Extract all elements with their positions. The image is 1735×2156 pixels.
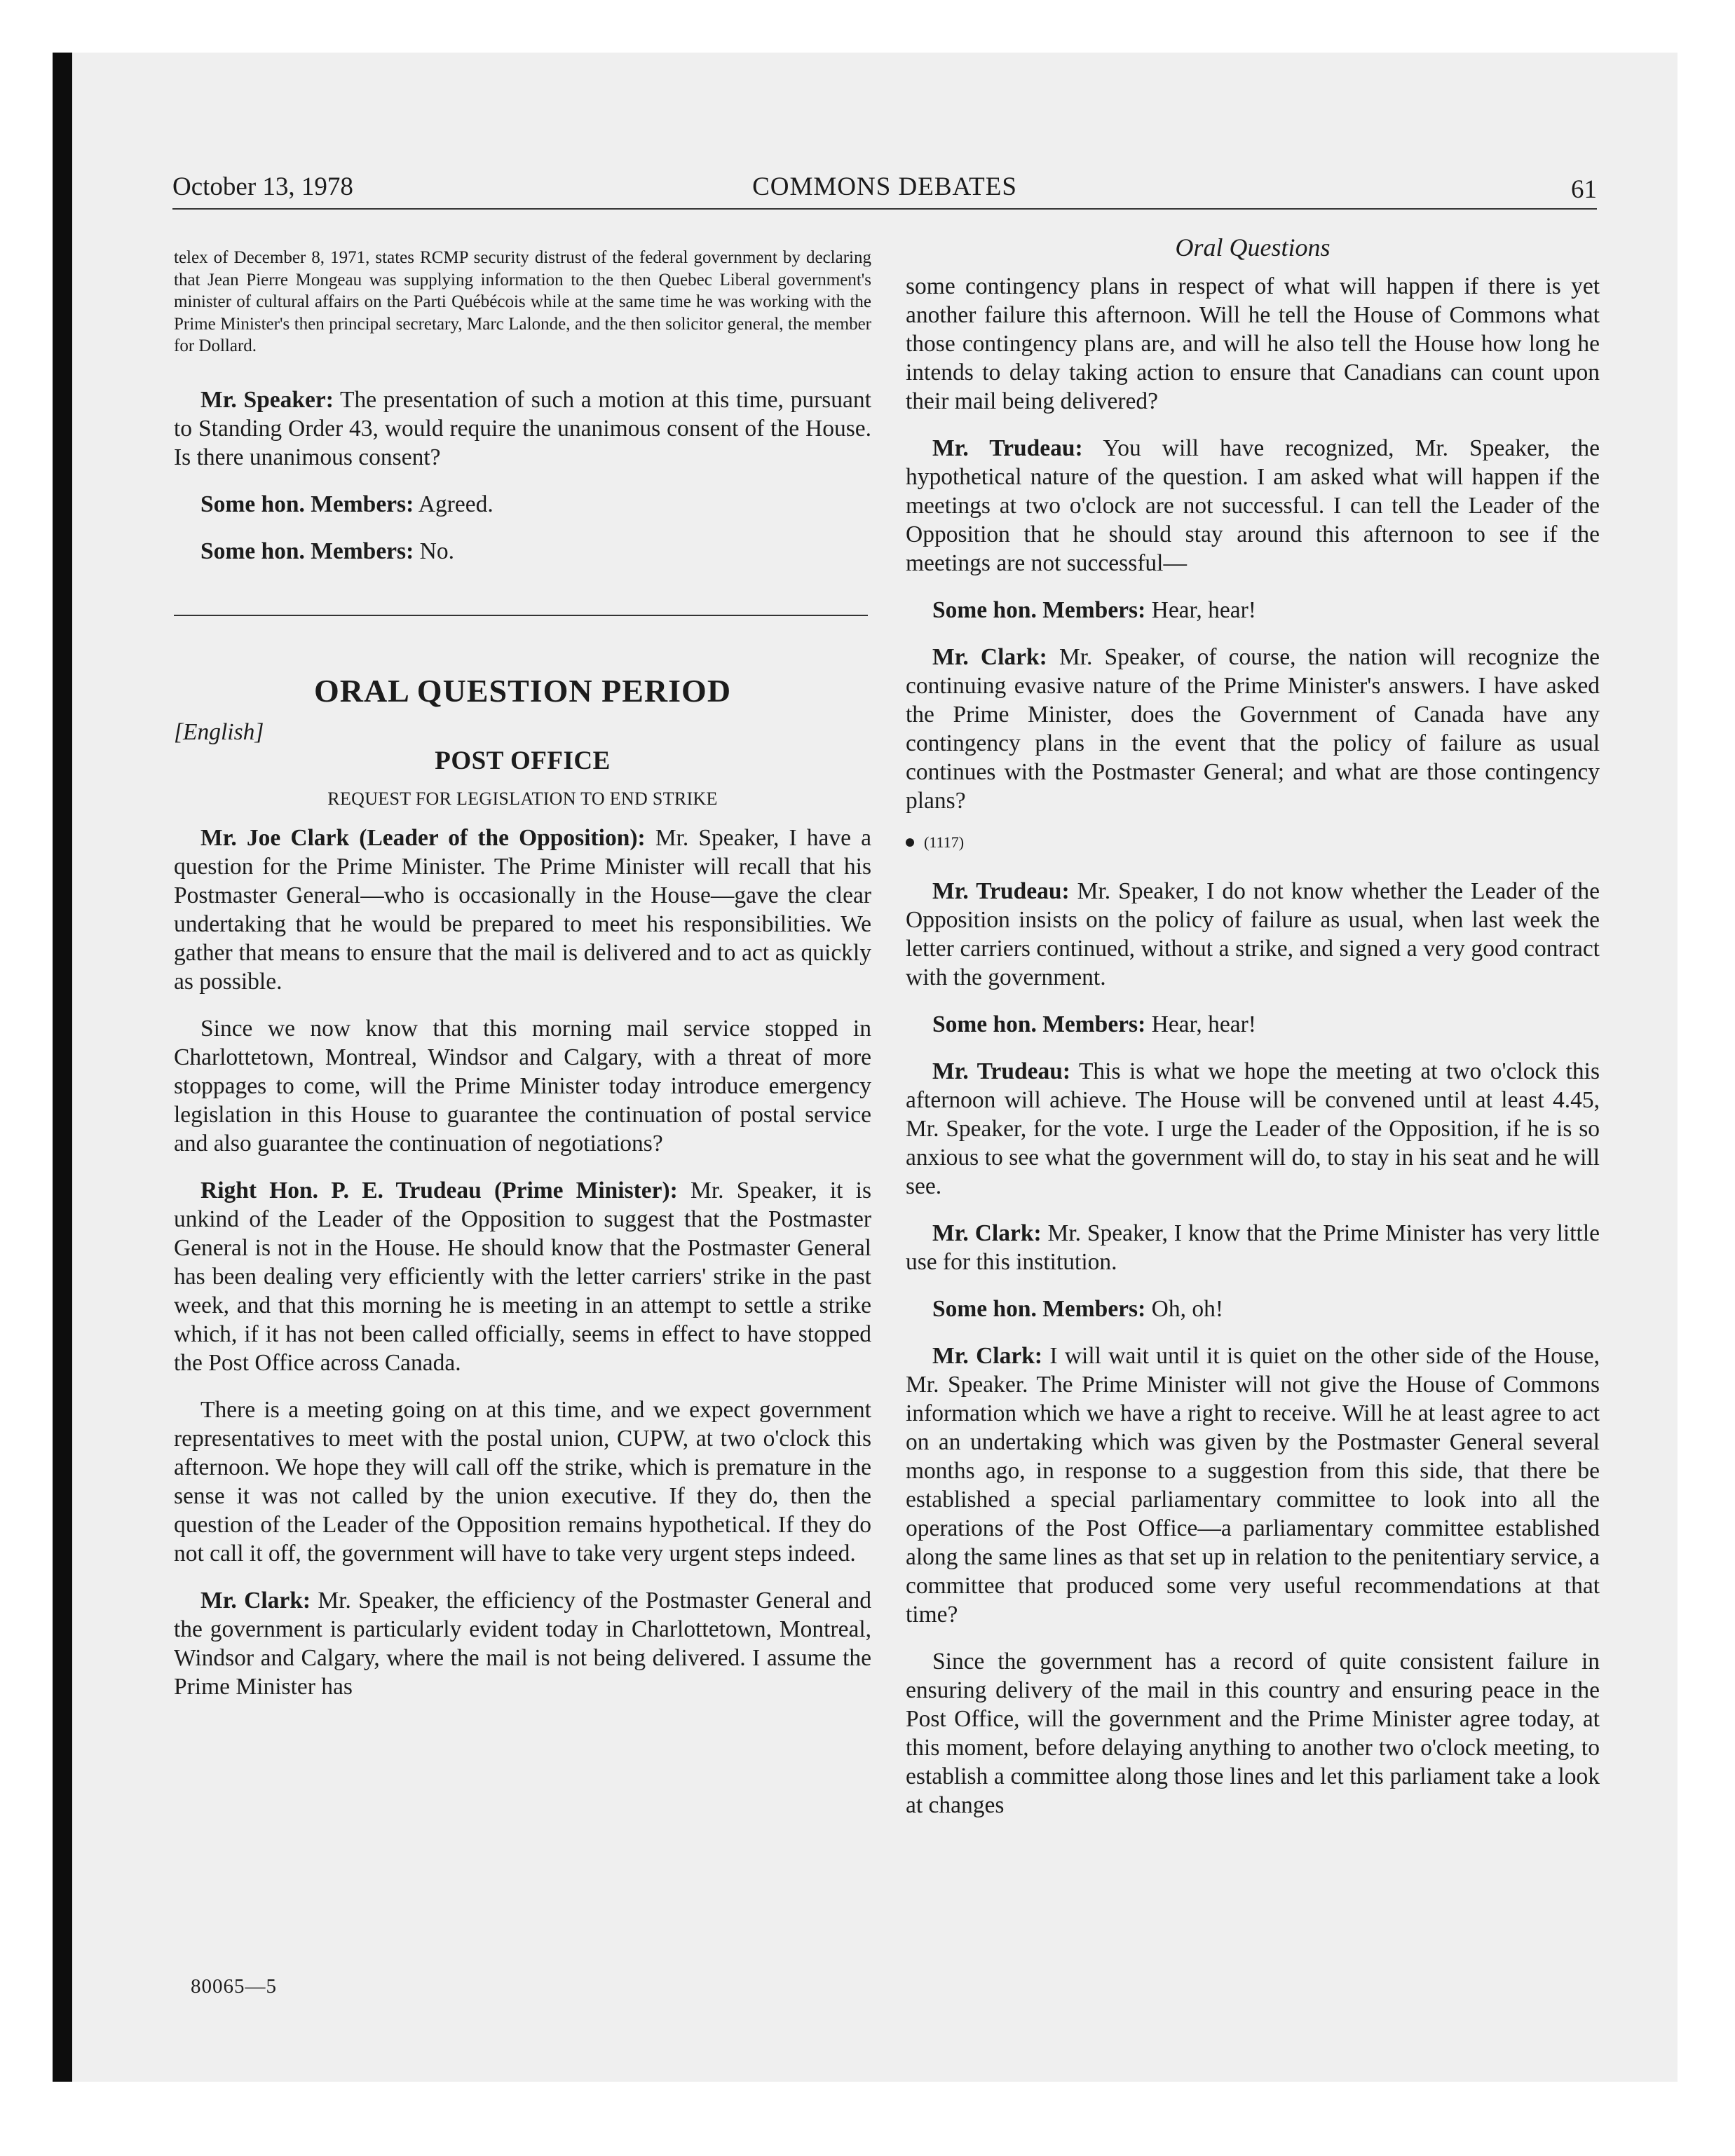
time-stamp: (1117) bbox=[924, 833, 965, 851]
right-column bbox=[906, 233, 1600, 1838]
paragraph bbox=[906, 1219, 1600, 1276]
paragraph: Since we now know that this morning mail service stopped in Charlottetown, Montreal, Windsor and Calgary, with a threat of more stoppages to come, will the Prime Minister today introduce emergency legislation in this House to guarantee the continuation of postal service and also guarantee the continuation of negotiations? bbox=[174, 1015, 871, 1157]
speech: Mr. Speaker, I know that the Prime Minister has very little use for this institution. bbox=[906, 1220, 1600, 1275]
paragraph: There is a meeting going on at this time, and we expect government representatives to meet with the postal union, CUPW, at two o'clock this afternoon. We hope they will call off the strike, which is premature in the sense it was not called by the union executive. If they do, then the question of the Leader of the Opposition remains hypothetical. If they do not call it off, the government will have to take very urgent steps indeed. bbox=[174, 1396, 871, 1567]
paragraph bbox=[906, 596, 1600, 625]
subtopic-heading: REQUEST FOR LEGISLATION TO END STRIKE bbox=[327, 788, 718, 809]
speaker: Mr. Clark: bbox=[932, 1343, 1043, 1369]
time-marker bbox=[906, 833, 1600, 852]
speaker: Mr. Trudeau: bbox=[932, 878, 1070, 904]
speech: Mr. Speaker, it is unkind of the Leader of the Opposition to suggest that the Postmaster General is not in the House. He should know that the Postmaster General has been dealing very efficiently with the letter carriers' strike in the past week, and that this morning he is meeting in an attempt to settle a strike which, if it has not been called officially, seems in effect to have stopped the Post Office across Canada. bbox=[174, 1177, 871, 1376]
footer-code: 80065—5 bbox=[191, 1975, 277, 1998]
paragraph bbox=[174, 386, 871, 472]
section-title: ORAL QUESTION PERIOD bbox=[313, 672, 732, 709]
paragraph bbox=[174, 537, 871, 566]
paragraph bbox=[174, 1586, 871, 1701]
speaker: Some hon. Members: bbox=[200, 491, 414, 517]
paragraph bbox=[906, 434, 1600, 578]
paragraph bbox=[174, 490, 871, 519]
paragraph: some contingency plans in respect of what will happen if there is yet another failure this afternoon. Will he tell the House of Commons what those contingency plans are, and will he also tell the House how long he intends to delay taking action to ensure that Canadians can count upon their mail being delivered? bbox=[906, 273, 1600, 414]
topic-heading: POST OFFICE bbox=[435, 746, 611, 775]
section-divider bbox=[174, 615, 868, 616]
speech: The presentation of such a motion at this time, pursuant to Standing Order 43, would require the unanimous consent of the House. Is there unanimous consent? bbox=[174, 386, 871, 470]
paragraph: Since the government has a record of quite consistent failure in ensuring delivery of the mail in this country and ensuring peace in the Post Office, will the government and the Prime Minister agree today, at this moment, before delaying anything to another two o'clock meeting, to establish a committee along those lines and let this parliament take a look at changes bbox=[906, 1649, 1600, 1818]
scan-edge bbox=[53, 53, 72, 2082]
speaker: Mr. Joe Clark (Leader of the Opposition): bbox=[200, 824, 646, 851]
speaker: Right Hon. P. E. Trudeau (Prime Minister): bbox=[200, 1177, 678, 1203]
speech: Mr. Speaker, the efficiency of the Postmaster General and the government is particularly evident today in Charlottetown, Montreal, Windsor and Calgary, where the mail is not being delivered. I assume the Prime Minister has bbox=[174, 1587, 871, 1700]
language-marker: [English] bbox=[174, 718, 264, 745]
speech: Oh, oh! bbox=[1145, 1296, 1223, 1322]
column-caption: Oral Questions bbox=[1175, 233, 1331, 261]
speech: Mr. Speaker, of course, the nation will recognize the continuing evasive nature of the Prime Minister's answers. I have asked the Prime Minister, does the Government of Canada have any contingency plans in the event that the policy of failure as usual continues with the Postmaster General; and what are those contingency plans? bbox=[906, 644, 1600, 814]
paragraph bbox=[174, 824, 871, 996]
paragraph bbox=[906, 1295, 1600, 1323]
speaker: Mr. Speaker: bbox=[200, 386, 334, 413]
bullet-icon bbox=[906, 838, 914, 847]
speaker: Mr. Clark: bbox=[932, 1220, 1042, 1246]
paragraph bbox=[906, 1057, 1600, 1201]
speech: I will wait until it is quiet on the other side of the House, Mr. Speaker. The Prime Minister will not give the House of Commons information which we have a right to receive. Will he at least agree to act on an undertaking which was given by the Postmaster General several months ago, in response to a suggestion from this side, that there be established a special parliamentary committee to look into all the operations of the Post Office—a parliamentary committee established along the same lines as that set up in relation to the penitentiary service, a committee that produced some very useful recommendations at that time? bbox=[906, 1343, 1600, 1628]
telex-paragraph: telex of December 8, 1971, states RCMP security distrust of the federal government by declaring that Jean Pierre Mongeau was supplying information to the then Quebec Liberal government's minister of cultural affairs on the Parti Québécois while at the same time he was working with the Prime Minister's then principal secretary, Marc Lalonde, and the then solicitor general, the member for Dollard. bbox=[174, 248, 871, 355]
speaker: Mr. Clark: bbox=[200, 1587, 311, 1613]
speech: Mr. Speaker, I have a question for the Prime Minister. The Prime Minister will recall that his Postmaster General—who is occasionally in the House—gave the clear undertaking that he would be prepared to meet his responsibilities. We gather that means to ensure that the mail is delivered and to act as quickly as possible. bbox=[174, 824, 871, 995]
speech: No. bbox=[414, 538, 454, 564]
speaker: Mr. Clark: bbox=[932, 644, 1047, 670]
speaker: Some hon. Members: bbox=[932, 1011, 1146, 1037]
speaker: Mr. Trudeau: bbox=[932, 435, 1083, 461]
page-number: 61 bbox=[1571, 175, 1597, 204]
running-header bbox=[172, 172, 1597, 210]
left-column bbox=[174, 247, 871, 1719]
speaker: Some hon. Members: bbox=[932, 1296, 1146, 1322]
speech: Hear, hear! bbox=[1145, 1011, 1256, 1037]
paragraph bbox=[906, 643, 1600, 815]
paragraph bbox=[906, 877, 1600, 992]
speech: Hear, hear! bbox=[1145, 597, 1256, 623]
paragraph bbox=[906, 1010, 1600, 1039]
header-title: COMMONS DEBATES bbox=[752, 172, 1017, 201]
speaker: Some hon. Members: bbox=[932, 597, 1146, 623]
speech: Mr. Speaker, I do not know whether the Leader of the Opposition insists on the policy of failure as usual, when last week the letter carriers continued, without a strike, and signed a very good contract with the government. bbox=[906, 878, 1600, 990]
paragraph bbox=[906, 1342, 1600, 1629]
speech: Agreed. bbox=[414, 491, 494, 517]
speech: This is what we hope the meeting at two o'clock this afternoon will achieve. The House will be convened until at least 4.45, Mr. Speaker, for the vote. I urge the Leader of the Opposition, if he is so anxious to see what the government will do, to stay in his seat and he will see. bbox=[906, 1058, 1600, 1199]
header-date: October 13, 1978 bbox=[172, 172, 353, 201]
paragraph bbox=[174, 1176, 871, 1377]
speech: You will have recognized, Mr. Speaker, the hypothetical nature of the question. I am asked what will happen if the meetings at two o'clock are not successful. I can tell the Leader of the Opposition that he should stay around this afternoon to see if the meetings are not successful— bbox=[906, 435, 1600, 576]
speaker: Mr. Trudeau: bbox=[932, 1058, 1071, 1084]
speaker: Some hon. Members: bbox=[200, 538, 414, 564]
